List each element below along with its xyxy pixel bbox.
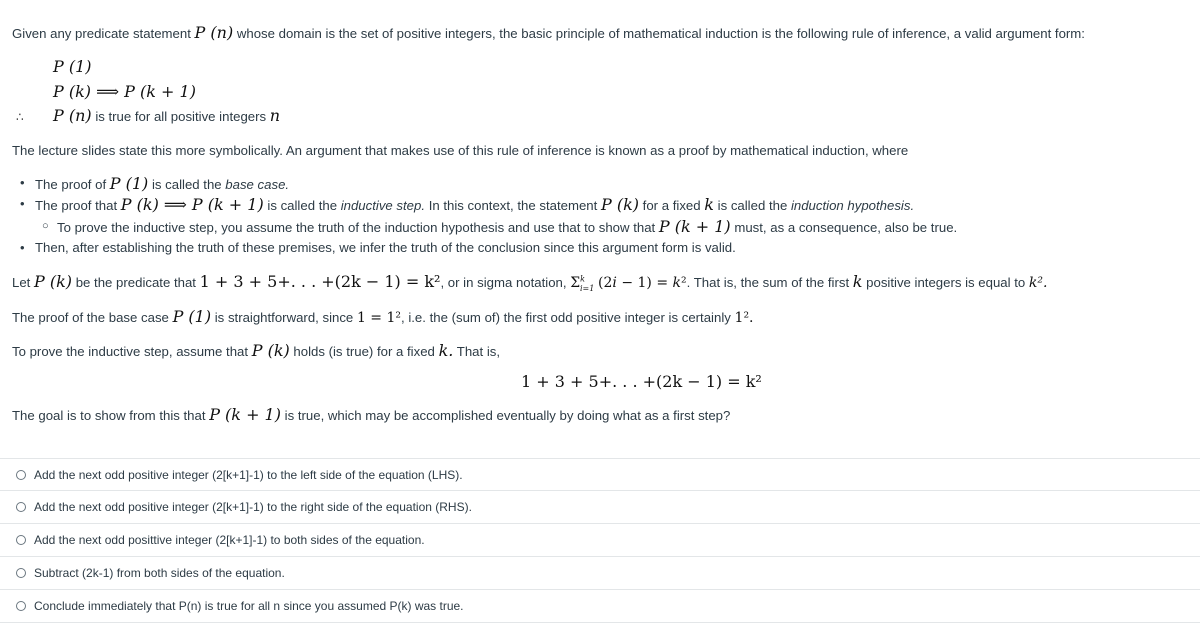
radio-button[interactable] [16,568,26,578]
inductive-pre: To prove the inductive step, assume that [12,344,249,359]
b1-em: base case. [225,177,290,192]
answer-label[interactable]: Subtract (2k-1) from both sides of the equation. [34,566,285,580]
argument-conclusion [53,106,280,125]
b1-mid: is called the [151,177,222,192]
inductive-mid: holds (is true) for a fixed [293,344,435,359]
goal-post: is true, which may be accomplished eventually by doing what as a first step? [284,408,731,423]
answer-option[interactable] [0,557,1200,590]
intro-text-pre: Given any predicate statement [12,26,191,41]
let-mid4: positive integers is equal to [866,275,1026,290]
let-math1: P (k) [34,272,73,291]
let-mid2: , or in sigma notation, [440,275,567,290]
inductive-var: k. [438,341,454,360]
sub1-post: must, as a consequence, also be true. [734,220,958,235]
answer-label[interactable]: Add the next odd positive integer (2[k+1]-1) to the left side of the equation (LHS). [34,467,463,482]
bullet-conclusion: Then, after establishing the truth of these premises, we infer the truth of the conclusion since this argument form is valid. [35,240,736,255]
b2-em: inductive step. [340,198,426,213]
answer-option[interactable] [0,590,1200,623]
goal-pre: The goal is to show from this that [12,408,206,423]
display-equation: 1 + 3 + 5+. . . +(2k − 1) = k² [521,372,762,391]
answer-option[interactable] [0,458,1200,491]
bullet-base-case [35,174,289,193]
base-pre: The proof of the base case [12,310,169,325]
b2-em2: induction hypothesis. [790,198,915,213]
base-math3: 1². [734,310,754,326]
bullet-icon: • [20,196,25,211]
answer-option[interactable] [0,524,1200,557]
b2-math2: P (k) [600,195,639,214]
sub1-pre: To prove the inductive step, you assume the truth of the induction hypothesis and use that to show that [57,220,656,235]
radio-button[interactable] [16,601,26,611]
base-math1: P (1) [172,307,212,326]
answer-label[interactable]: Conclude immediately that P(n) is true for all n since you assumed P(k) was true. [34,599,464,613]
argument-premise-1: P (1) [53,57,92,76]
base-case-statement [12,307,754,326]
answer-option[interactable] [0,491,1200,524]
b2-mid2: In this context, the statement [428,198,598,213]
argument-premise-2: P (k) ⟹ P (k + 1) [53,82,196,101]
base-mid: is straightforward, since [214,310,354,325]
lecture-sentence: The lecture slides state this more symbolically. An argument that makes use of this rule of inference is known as a proof by mathematical induction, where [12,143,909,158]
b2-mid3: for a fixed [642,198,701,213]
b2-math: P (k) ⟹ P (k + 1) [120,195,264,214]
sigma-body: (2i − 1) = k² [598,275,687,291]
let-statement [12,272,1047,293]
inductive-math1: P (k) [251,341,290,360]
b2-pre: The proof that [35,198,118,213]
b2-mid: is called the [267,198,338,213]
let-pre: Let [12,275,31,290]
b2-var: k [704,195,714,214]
sub-bullet-icon: ○ [42,220,49,232]
goal-math: P (k + 1) [209,405,281,424]
b2-mid4: is called the [717,198,788,213]
sigma-upper: k [580,274,585,284]
intro-paragraph [12,23,1085,42]
answer-label[interactable]: Add the next odd positive integer (2[k+1]-1) to the right side of the equation (RHS). [34,500,472,514]
intro-math: P (n) [194,23,234,42]
radio-button[interactable] [16,470,26,480]
bullet-inductive-step [35,195,914,214]
conclusion-math: P (n) [53,106,92,125]
inductive-post: That is, [456,344,501,359]
therefore-symbol: ∴ [16,110,24,124]
inductive-statement [12,341,500,360]
b1-pre: The proof of [35,177,107,192]
answer-list [0,458,1200,623]
answer-label[interactable]: Add the next odd posittive integer (2[k+1]-1) to both sides of the equation. [34,533,425,547]
bullet-icon: • [20,175,25,190]
sigma-expression: $\Sigma^k_{i=1}$ [570,274,595,293]
conclusion-text: is true for all positive integers [95,109,267,124]
base-math2: 1 = 1² [356,310,402,326]
let-math2: 1 + 3 + 5+. . . +(2k − 1) = k² [199,272,441,291]
sigma-lower: i=1 [580,283,595,293]
goal-statement [12,405,730,424]
let-mid: be the predicate that [75,275,196,290]
let-math4: k². [1028,275,1048,291]
base-mid2: , i.e. the (sum of) the first odd positive integer is certainly [401,310,731,325]
sub-bullet-inductive [57,217,957,236]
bullet-icon: • [20,240,25,255]
intro-text-post: whose domain is the set of positive integers, the basic principle of mathematical induction is the following rule of inference, a valid argument form: [236,26,1085,41]
radio-button[interactable] [16,502,26,512]
sub1-math: P (k + 1) [658,217,731,236]
let-var: k [852,272,863,291]
let-mid3: . That is, the sum of the first [686,275,850,290]
conclusion-var: n [269,106,281,125]
b1-math: P (1) [109,174,149,193]
radio-button[interactable] [16,535,26,545]
